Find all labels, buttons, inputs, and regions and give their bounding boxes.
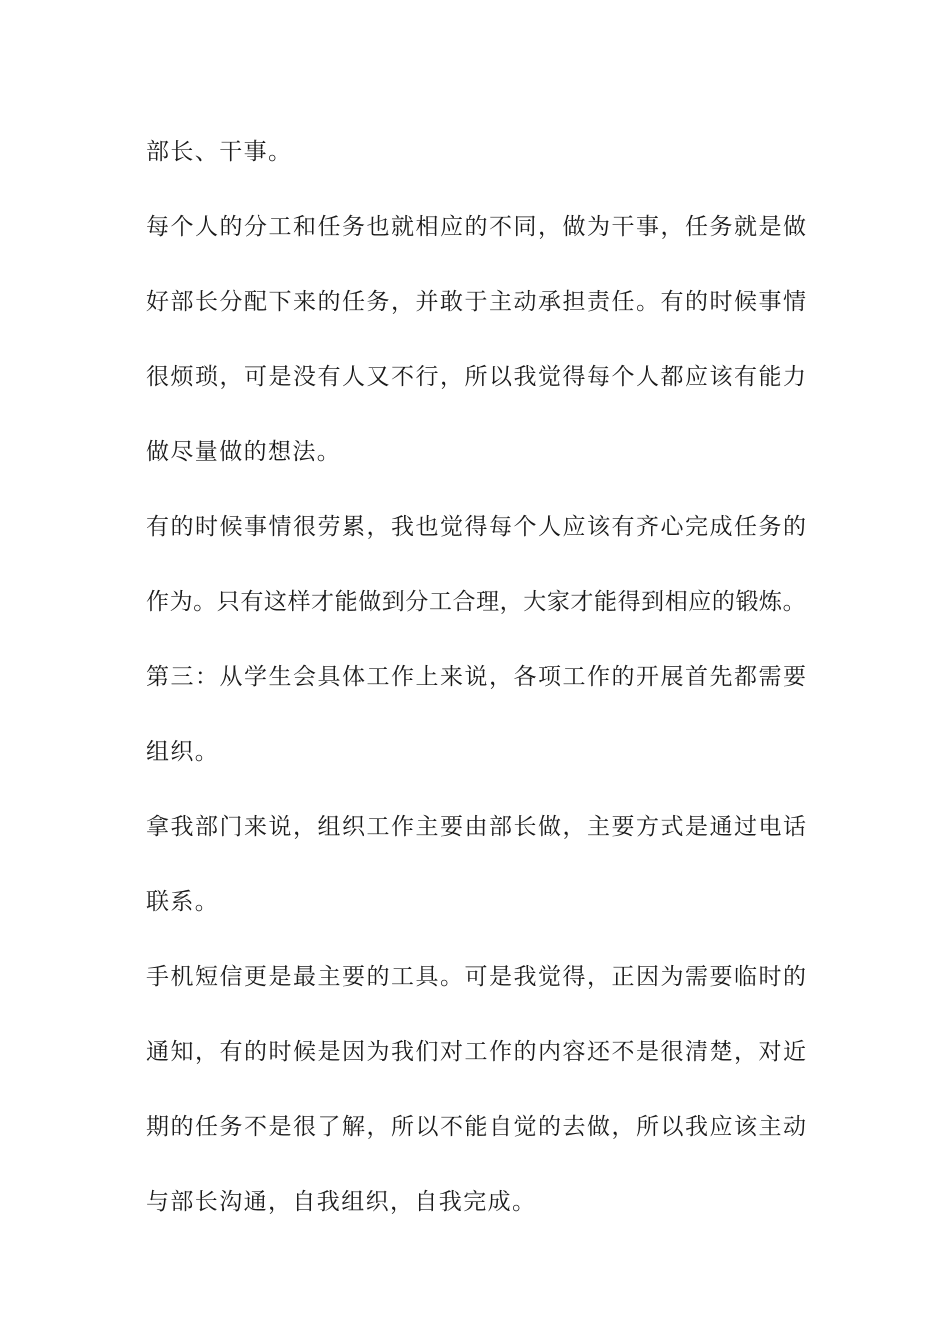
text-char: 务 bbox=[366, 289, 390, 315]
text-char: 的 bbox=[170, 1114, 194, 1140]
text-char: 楚 bbox=[709, 1039, 733, 1065]
text-char: 部 bbox=[170, 289, 194, 315]
text-char: 是 bbox=[268, 364, 292, 390]
text-char: 为 bbox=[366, 1039, 390, 1065]
text-char: 通 bbox=[146, 1039, 169, 1065]
text-char: 务 bbox=[219, 1114, 243, 1140]
text-char: 得 bbox=[464, 514, 488, 540]
text-char: ， bbox=[293, 814, 316, 840]
text-char: 做 bbox=[587, 1114, 610, 1140]
text-char: 内 bbox=[538, 1039, 561, 1065]
text-char: 工 bbox=[464, 1039, 488, 1065]
text-char: ， bbox=[489, 664, 512, 690]
text-char: 所 bbox=[391, 1114, 414, 1140]
text-char: 候 bbox=[293, 1039, 316, 1065]
text-char: 对 bbox=[758, 1039, 782, 1065]
text-char: 该 bbox=[734, 1114, 757, 1140]
text-char: 该 bbox=[587, 514, 610, 540]
text-char: 任 bbox=[317, 214, 341, 240]
text-char: 的 bbox=[538, 1114, 561, 1140]
text-char: 得 bbox=[617, 589, 641, 615]
text-char: 得 bbox=[562, 964, 586, 990]
text-char: 任 bbox=[685, 214, 708, 240]
text-char: 得 bbox=[562, 364, 586, 390]
text-char: 解 bbox=[342, 1114, 365, 1140]
text-char: 通 bbox=[709, 814, 733, 840]
text-char: 务 bbox=[709, 214, 733, 240]
text-char: 的 bbox=[685, 289, 708, 315]
text-char: 有 bbox=[734, 364, 757, 390]
text-line bbox=[146, 662, 806, 692]
text-char: 更 bbox=[244, 964, 267, 990]
text-char: ， bbox=[391, 289, 414, 315]
text-char: 都 bbox=[660, 364, 684, 390]
text-char: 展 bbox=[660, 664, 684, 690]
text-char: 很 bbox=[146, 364, 169, 390]
text-char: 人 bbox=[636, 364, 659, 390]
text-char: 候 bbox=[219, 514, 243, 540]
text-char: 说 bbox=[464, 664, 488, 690]
text-char: 的 bbox=[711, 589, 735, 615]
text-char: 个 bbox=[170, 214, 194, 240]
text-char: 分 bbox=[219, 289, 243, 315]
text-char: 主 bbox=[489, 289, 512, 315]
text-char: 电 bbox=[758, 814, 782, 840]
text-char: 是 bbox=[685, 814, 708, 840]
text-char: 有 bbox=[660, 289, 684, 315]
text-char: ， bbox=[611, 1114, 635, 1140]
text-char: 做 bbox=[538, 814, 561, 840]
text-char: 的 bbox=[244, 1039, 267, 1065]
text-char: 责 bbox=[587, 289, 610, 315]
text-char: 作 bbox=[587, 664, 610, 690]
text-char: 每 bbox=[587, 364, 610, 390]
text-char: 拿 bbox=[146, 814, 169, 840]
text-char: 工 bbox=[428, 589, 452, 615]
text-char: 。 bbox=[193, 589, 217, 615]
text-char: 相 bbox=[415, 214, 439, 240]
text-char: 三 bbox=[170, 664, 194, 690]
text-char: 需 bbox=[685, 964, 708, 990]
text-char: 力 bbox=[783, 364, 806, 390]
text-line: 做尽量做的想法。 bbox=[146, 439, 342, 465]
text-char: 有 bbox=[240, 589, 264, 615]
text-char: 要 bbox=[342, 964, 365, 990]
text-char: 不 bbox=[489, 214, 512, 240]
text-char: 任 bbox=[611, 289, 635, 315]
text-char: 没 bbox=[293, 364, 316, 390]
text-char: 每 bbox=[489, 514, 512, 540]
text-char: 任 bbox=[195, 1114, 218, 1140]
text-char: 第 bbox=[146, 664, 169, 690]
text-char: 很 bbox=[293, 1114, 316, 1140]
text-char: 都 bbox=[734, 664, 757, 690]
text-char: 人 bbox=[538, 514, 561, 540]
text-char: 的 bbox=[783, 964, 806, 990]
text-char: 人 bbox=[342, 364, 365, 390]
text-line bbox=[146, 362, 806, 392]
text-char: 干 bbox=[611, 214, 635, 240]
text-char: 有 bbox=[317, 364, 341, 390]
text-char: 容 bbox=[562, 1039, 586, 1065]
text-line: 部长、干事。 bbox=[146, 139, 293, 165]
text-char: 的 bbox=[464, 214, 488, 240]
text-char: 到 bbox=[641, 589, 665, 615]
text-char: 开 bbox=[636, 664, 659, 690]
text-char: ， bbox=[366, 1114, 390, 1140]
text-char: 机 bbox=[170, 964, 194, 990]
text-char: 组 bbox=[317, 814, 341, 840]
text-char: 相 bbox=[664, 589, 688, 615]
text-char: 手 bbox=[146, 964, 169, 990]
text-char: 的 bbox=[611, 664, 635, 690]
text-char: 部 bbox=[195, 814, 218, 840]
text-char: 齐 bbox=[636, 514, 659, 540]
text-char: 很 bbox=[293, 514, 316, 540]
text-char: 能 bbox=[334, 589, 358, 615]
text-char: 样 bbox=[287, 589, 311, 615]
text-char: 下 bbox=[268, 289, 292, 315]
text-char: 动 bbox=[513, 289, 537, 315]
text-char: 由 bbox=[464, 814, 488, 840]
text-char: 任 bbox=[734, 514, 757, 540]
text-char: ， bbox=[499, 589, 523, 615]
text-char: 做 bbox=[562, 214, 586, 240]
text-char: 信 bbox=[219, 964, 243, 990]
text-line bbox=[146, 1037, 806, 1067]
text-char: ， bbox=[219, 364, 243, 390]
text-char: 首 bbox=[685, 664, 708, 690]
text-char: 以 bbox=[415, 1114, 439, 1140]
text-char: 不 bbox=[440, 1114, 463, 1140]
text-char: 话 bbox=[783, 814, 806, 840]
text-char: 有 bbox=[611, 514, 635, 540]
text-char: 知 bbox=[170, 1039, 194, 1065]
text-char: 因 bbox=[636, 964, 659, 990]
text-char: 完 bbox=[685, 514, 708, 540]
text-char: 工 bbox=[391, 964, 414, 990]
text-line bbox=[146, 212, 806, 242]
text-char: 要 bbox=[783, 664, 806, 690]
text-char: 会 bbox=[293, 664, 316, 690]
text-char: 烦 bbox=[170, 364, 194, 390]
text-char: 我 bbox=[391, 1039, 414, 1065]
text-char: 要 bbox=[709, 964, 733, 990]
text-char: 候 bbox=[734, 289, 757, 315]
text-char: 式 bbox=[660, 814, 684, 840]
text-char: 也 bbox=[366, 214, 390, 240]
text-char: 以 bbox=[660, 1114, 684, 1140]
text-char: 很 bbox=[660, 1039, 684, 1065]
text-char: 是 bbox=[268, 1114, 292, 1140]
text-char: 临 bbox=[734, 964, 757, 990]
text-char: 的 bbox=[783, 514, 806, 540]
text-char: 因 bbox=[342, 1039, 365, 1065]
text-line bbox=[146, 512, 806, 542]
text-char: 近 bbox=[783, 1039, 806, 1065]
text-char: 最 bbox=[293, 964, 316, 990]
text-char: 我 bbox=[170, 814, 194, 840]
text-char: ， bbox=[538, 214, 561, 240]
text-char: 情 bbox=[783, 289, 806, 315]
text-char: 作 bbox=[391, 814, 414, 840]
text-char: 清 bbox=[685, 1039, 708, 1065]
text-char: 门 bbox=[219, 814, 243, 840]
text-char: 能 bbox=[464, 1114, 488, 1140]
text-char: ： bbox=[195, 664, 218, 690]
text-char: 好 bbox=[146, 289, 169, 315]
text-char: 的 bbox=[170, 514, 194, 540]
text-line bbox=[146, 962, 806, 992]
text-char: 担 bbox=[562, 289, 586, 315]
text-char: 觉 bbox=[513, 1114, 537, 1140]
text-char: 所 bbox=[636, 1114, 659, 1140]
text-char: 事 bbox=[758, 289, 782, 315]
text-char: 正 bbox=[611, 964, 635, 990]
text-char: 只 bbox=[216, 589, 240, 615]
text-char: 说 bbox=[268, 814, 292, 840]
text-char: 为 bbox=[660, 964, 684, 990]
text-char: 做 bbox=[783, 214, 806, 240]
text-char: 应 bbox=[562, 514, 586, 540]
text-char: 敢 bbox=[440, 289, 463, 315]
text-char: 和 bbox=[293, 214, 316, 240]
text-char: 劳 bbox=[317, 514, 341, 540]
text-char: 工 bbox=[562, 664, 586, 690]
text-char: 各 bbox=[513, 664, 537, 690]
text-char: 工 bbox=[366, 664, 390, 690]
text-char: 到 bbox=[381, 589, 405, 615]
text-char: 炼 bbox=[759, 589, 783, 615]
text-char: 分 bbox=[405, 589, 429, 615]
text-char: 去 bbox=[562, 1114, 586, 1140]
text-char: 配 bbox=[244, 289, 267, 315]
text-char: 体 bbox=[342, 664, 365, 690]
text-line bbox=[146, 287, 806, 317]
text-char: 自 bbox=[489, 1114, 512, 1140]
text-char: 觉 bbox=[538, 364, 561, 390]
text-char: 人 bbox=[195, 214, 218, 240]
text-char: 并 bbox=[415, 289, 439, 315]
text-char: 可 bbox=[244, 364, 267, 390]
text-char: 生 bbox=[268, 664, 292, 690]
text-char: 要 bbox=[440, 814, 463, 840]
text-char: 是 bbox=[489, 964, 512, 990]
text-char: 对 bbox=[440, 1039, 463, 1065]
text-char: 是 bbox=[317, 1039, 341, 1065]
text-line: 组织。 bbox=[146, 739, 220, 765]
text-char: 短 bbox=[195, 964, 218, 990]
text-char: 长 bbox=[513, 814, 537, 840]
text-char: 作 bbox=[391, 664, 414, 690]
text-char: 我 bbox=[513, 964, 537, 990]
text-line bbox=[146, 812, 806, 842]
text-char: 承 bbox=[538, 289, 561, 315]
text-char: 就 bbox=[391, 214, 414, 240]
text-char: 该 bbox=[709, 364, 733, 390]
text-char: 应 bbox=[440, 214, 463, 240]
text-char: 学 bbox=[244, 664, 267, 690]
text-char: 累 bbox=[342, 514, 365, 540]
text-char: 情 bbox=[268, 514, 292, 540]
text-char: 有 bbox=[219, 1039, 243, 1065]
text-char: 过 bbox=[734, 814, 757, 840]
text-char: 也 bbox=[415, 514, 439, 540]
text-char: 时 bbox=[758, 964, 782, 990]
text-char: 时 bbox=[195, 514, 218, 540]
text-char: 就 bbox=[734, 214, 757, 240]
text-char: 的 bbox=[366, 964, 390, 990]
text-char: 织 bbox=[342, 814, 365, 840]
text-char: 每 bbox=[146, 214, 169, 240]
text-char: 。 bbox=[636, 289, 659, 315]
text-char: ， bbox=[440, 364, 463, 390]
text-char: 理 bbox=[476, 589, 500, 615]
text-char: 心 bbox=[660, 514, 684, 540]
text-char: 工 bbox=[268, 214, 292, 240]
text-char: 不 bbox=[244, 1114, 267, 1140]
text-char: 主 bbox=[317, 964, 341, 990]
text-char: 上 bbox=[415, 664, 439, 690]
text-char: 行 bbox=[415, 364, 439, 390]
text-char: 的 bbox=[513, 1039, 537, 1065]
text-char: 分 bbox=[244, 214, 267, 240]
text-char: 还 bbox=[587, 1039, 610, 1065]
text-line: 联系。 bbox=[146, 889, 220, 915]
text-char: 应 bbox=[688, 589, 712, 615]
text-char: 方 bbox=[636, 814, 659, 840]
text-char: 。 bbox=[782, 589, 806, 615]
text-char: 主 bbox=[758, 1114, 782, 1140]
text-char: 时 bbox=[268, 1039, 292, 1065]
text-char: 大 bbox=[523, 589, 547, 615]
text-char: 项 bbox=[538, 664, 561, 690]
text-char: 具 bbox=[317, 664, 341, 690]
text-char: 又 bbox=[366, 364, 390, 390]
text-char: 从 bbox=[219, 664, 243, 690]
text-char: 有 bbox=[146, 514, 169, 540]
text-char: 们 bbox=[415, 1039, 439, 1065]
text-char: 个 bbox=[611, 364, 635, 390]
text-char: ， bbox=[660, 214, 684, 240]
text-char: 作 bbox=[146, 589, 169, 615]
text-char: 以 bbox=[489, 364, 512, 390]
text-char: 工 bbox=[366, 814, 390, 840]
text-char: 家 bbox=[546, 589, 570, 615]
text-char: 。 bbox=[440, 964, 463, 990]
text-char: 需 bbox=[758, 664, 782, 690]
text-char: 来 bbox=[244, 814, 267, 840]
text-char: 我 bbox=[391, 514, 414, 540]
text-char: ， bbox=[366, 514, 390, 540]
text-char: 长 bbox=[195, 289, 218, 315]
text-char: 来 bbox=[293, 289, 316, 315]
text-char: 能 bbox=[758, 364, 782, 390]
text-char: 作 bbox=[489, 1039, 512, 1065]
text-char: 才 bbox=[570, 589, 594, 615]
text-char: 个 bbox=[513, 514, 537, 540]
text-char: 成 bbox=[709, 514, 733, 540]
text-char: 主 bbox=[587, 814, 610, 840]
text-char: 不 bbox=[611, 1039, 635, 1065]
text-char: 可 bbox=[464, 964, 488, 990]
text-char: ， bbox=[587, 964, 610, 990]
text-char: 同 bbox=[513, 214, 537, 240]
text-line bbox=[146, 1112, 806, 1142]
text-char: 为 bbox=[169, 589, 193, 615]
text-line: 与部长沟通，自我组织，自我完成。 bbox=[146, 1189, 537, 1215]
text-char: 任 bbox=[342, 289, 365, 315]
text-char: 先 bbox=[709, 664, 733, 690]
text-char: 不 bbox=[391, 364, 414, 390]
text-char: 了 bbox=[317, 1114, 341, 1140]
text-char: 时 bbox=[709, 289, 733, 315]
text-char: 的 bbox=[317, 289, 341, 315]
text-char: 合 bbox=[452, 589, 476, 615]
text-char: 我 bbox=[513, 364, 537, 390]
text-char: 是 bbox=[636, 1039, 659, 1065]
text-line bbox=[146, 587, 806, 617]
text-char: 动 bbox=[783, 1114, 806, 1140]
text-char: 要 bbox=[611, 814, 635, 840]
text-char: 来 bbox=[440, 664, 463, 690]
text-char: 主 bbox=[415, 814, 439, 840]
text-char: 是 bbox=[268, 964, 292, 990]
text-char: 的 bbox=[219, 214, 243, 240]
text-char: 具 bbox=[415, 964, 439, 990]
text-char: ， bbox=[195, 1039, 218, 1065]
text-char: 为 bbox=[587, 214, 610, 240]
text-char: ， bbox=[562, 814, 586, 840]
text-char: 事 bbox=[636, 214, 659, 240]
text-char: 才 bbox=[311, 589, 335, 615]
text-char: 应 bbox=[709, 1114, 733, 1140]
text-char: 做 bbox=[358, 589, 382, 615]
text-char: 事 bbox=[244, 514, 267, 540]
text-char: 务 bbox=[758, 514, 782, 540]
text-char: 觉 bbox=[440, 514, 463, 540]
text-char: 应 bbox=[685, 364, 708, 390]
text-char: 于 bbox=[464, 289, 488, 315]
text-char: 锻 bbox=[735, 589, 759, 615]
text-char: 期 bbox=[146, 1114, 169, 1140]
text-char: ， bbox=[734, 1039, 757, 1065]
text-char: 是 bbox=[758, 214, 782, 240]
text-char: 所 bbox=[464, 364, 488, 390]
text-char: 这 bbox=[263, 589, 287, 615]
text-char: 务 bbox=[342, 214, 365, 240]
text-char: 部 bbox=[489, 814, 512, 840]
text-char: 觉 bbox=[538, 964, 561, 990]
text-char: 能 bbox=[593, 589, 617, 615]
text-char: 琐 bbox=[195, 364, 218, 390]
text-char: 我 bbox=[685, 1114, 708, 1140]
